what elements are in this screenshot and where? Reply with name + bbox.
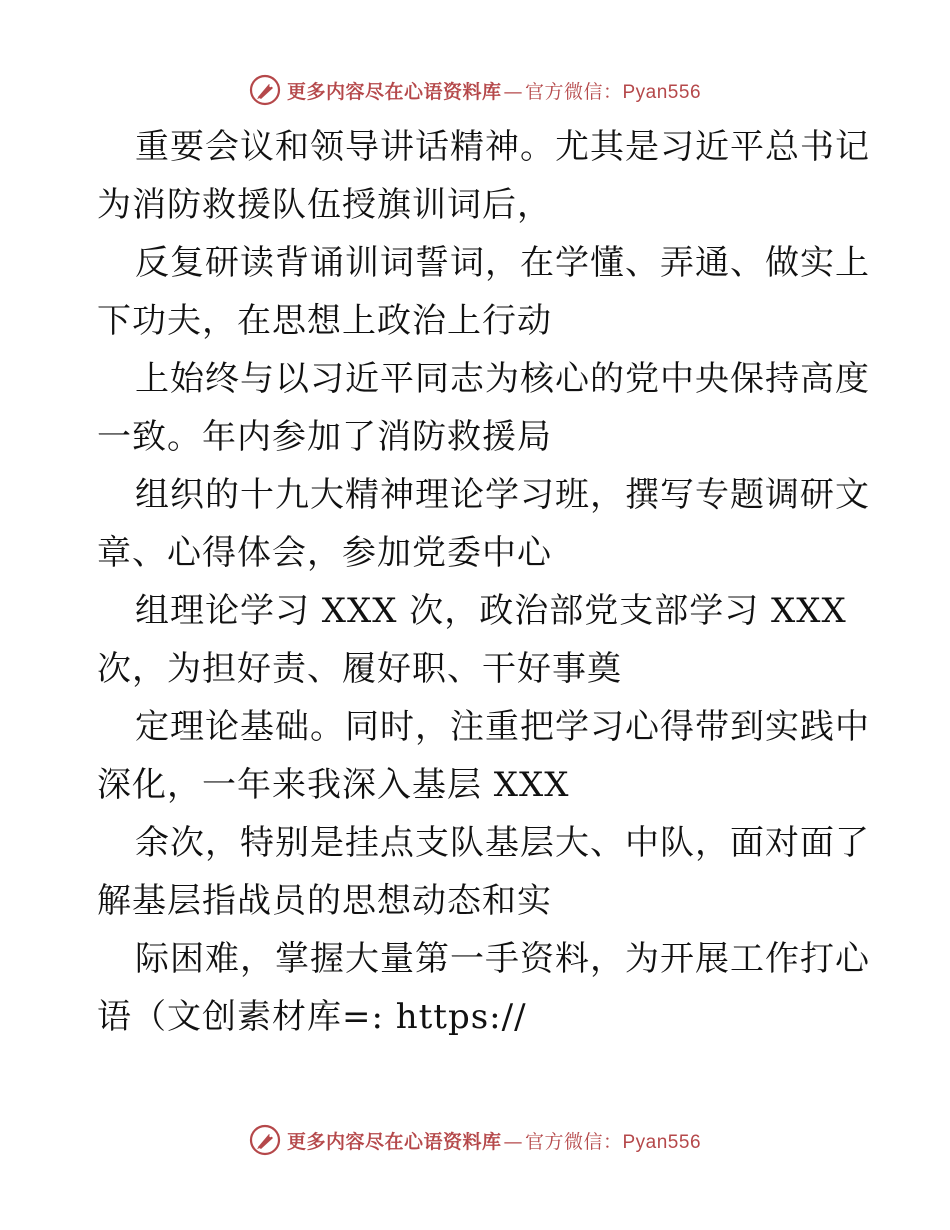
- body-line: 定理论基础。同时，注重把学习心得带到实践中: [135, 707, 870, 747]
- body-line: 深化，一年来我深入基层 XXX: [97, 765, 570, 805]
- footer-banner: [0, 1120, 950, 1160]
- body-line: 为消防救援队伍授旗训词后，: [97, 185, 552, 225]
- body-line: 重要会议和领导讲话精神。尤其是习近平总书记: [135, 127, 870, 167]
- footer-separator: —: [503, 1130, 523, 1153]
- pen-nib-logo-icon: [249, 1124, 281, 1156]
- body-line: 一致。年内参加了消防救援局: [97, 417, 552, 457]
- body-line: 际困难，掌握大量第一手资料，为开展工作打心: [135, 939, 870, 979]
- body-line: 组织的十九大精神理论学习班，撰写专题调研文: [135, 475, 870, 515]
- header-separator: —: [503, 80, 523, 103]
- body-line: 语（文创素材库=: https://: [97, 997, 527, 1037]
- header-brand-text: 更多内容尽在心语资料库: [286, 80, 502, 103]
- header-wechat-text: 官方微信：Pyan556: [525, 81, 702, 103]
- body-line: 解基层指战员的思想动态和实: [97, 881, 552, 921]
- footer-banner-text: [287, 1127, 701, 1154]
- document-body: [97, 118, 870, 1046]
- body-line: 组理论学习 XXX 次，政治部党支部学习 XXX: [135, 591, 847, 631]
- header-banner-text: [287, 77, 701, 104]
- body-line: 下功夫，在思想上政治上行动: [97, 301, 552, 341]
- body-line: 章、心得体会，参加党委中心: [97, 533, 552, 573]
- body-line: 上始终与以习近平同志为核心的党中央保持高度: [135, 359, 870, 399]
- header-banner: [0, 70, 950, 110]
- footer-wechat-text: 官方微信：Pyan556: [525, 1131, 702, 1153]
- footer-brand-text: 更多内容尽在心语资料库: [286, 1130, 502, 1153]
- body-line: 余次，特别是挂点支队基层大、中队，面对面了: [135, 823, 870, 863]
- body-line: 次，为担好责、履好职、干好事奠: [97, 649, 622, 689]
- pen-nib-logo-icon: [249, 74, 281, 106]
- body-line: 反复研读背诵训词誓词，在学懂、弄通、做实上: [135, 243, 870, 283]
